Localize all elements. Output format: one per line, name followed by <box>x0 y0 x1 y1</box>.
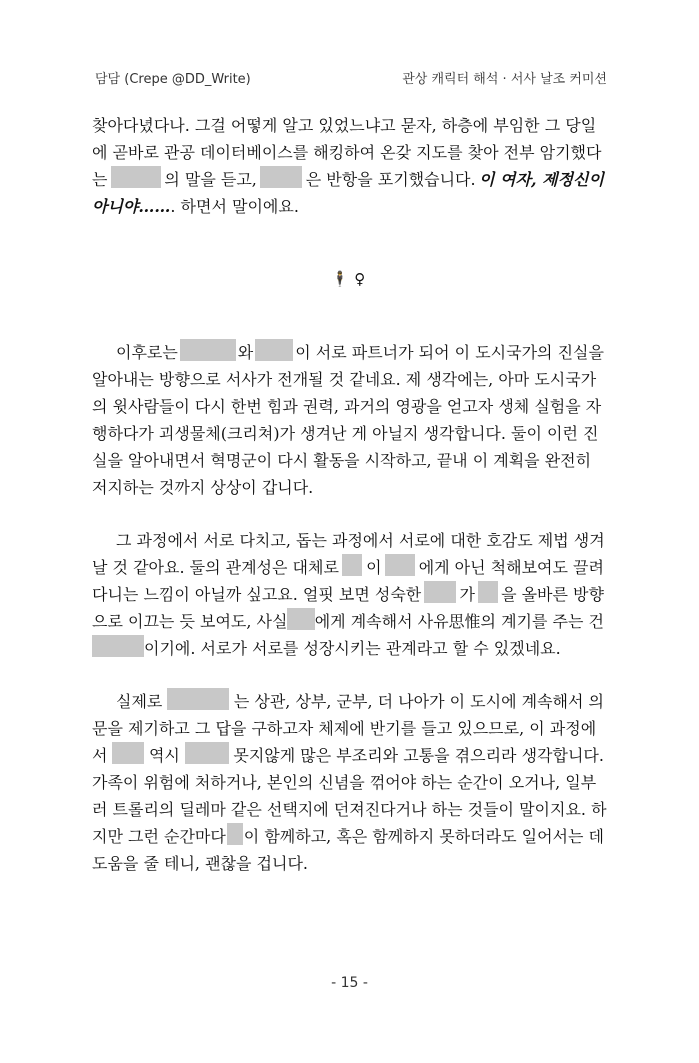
text-line: 저지하는 것까지 상상이 갑니다. <box>92 478 314 497</box>
text-line: 실을 알아내면서 혁명군이 다시 활동을 시작하고, 끝내 이 계획을 완전히 <box>92 451 592 470</box>
text-line: 그 과정에서 서로 다치고, 돕는 과정에서 서로에 대한 호감도 제법 생겨 <box>116 531 605 550</box>
redacted-name <box>255 339 293 361</box>
text-line: 지만 그런 순간마다 이 함께하고, 혹은 함께하지 못하더라도 일어서는 데 <box>92 823 604 850</box>
text-line: 행하다가 괴생물체(크리쳐)가 생겨난 게 아닐지 생각합니다. 둘이 이런 진 <box>92 424 599 443</box>
redacted-name <box>167 688 229 710</box>
text-line: 이후로는 와 이 서로 파트너가 되어 이 도시국가의 진실을 <box>92 339 604 366</box>
redacted-name <box>227 823 243 845</box>
header-author: 담담 (Crepe @DD_Write) <box>95 72 251 87</box>
header-title: 관상 캐릭터 해석 · 서사 날조 커미션 <box>402 72 607 87</box>
redacted-name <box>180 339 236 361</box>
text-line: 는 의 말을 듣고, 은 반항을 포기했습니다. 이 여자, 제정신이 <box>92 166 604 193</box>
document-body <box>92 112 607 877</box>
text-line: 의 윗사람들이 다시 한번 힘과 권력, 과거의 영광을 얻고자 생체 실험을 자 <box>92 397 602 416</box>
redacted-name <box>111 166 161 188</box>
text-line: 알아내는 방향으로 서사가 전개될 것 같네요. 제 생각에는, 아마 도시국가 <box>92 370 597 389</box>
text-line: 찾아다녔다나. 그걸 어떻게 알고 있었느냐고 묻자, 하층에 부임한 그 당일 <box>92 116 597 135</box>
redacted-name <box>385 554 415 576</box>
redacted-name <box>92 635 144 657</box>
text-line: 이기에. 서로가 서로를 성장시키는 관계라고 할 수 있겠네요. <box>92 635 604 662</box>
redacted-name <box>112 742 144 764</box>
text-line: 문을 제기하고 그 답을 구하고자 체제에 반기를 들고 있으므로, 이 과정에 <box>92 719 597 738</box>
text-line: 가족이 위험에 처하거나, 본인의 신념을 꺾어야 하는 순간이 오거나, 일부 <box>92 773 597 792</box>
text-line: 서 역시 못지않게 많은 부조리와 고통을 겪으리라 생각합니다. <box>92 742 604 769</box>
redacted-name <box>342 554 362 576</box>
redacted-name <box>424 581 456 603</box>
text-line: 실제로 는 상관, 상부, 군부, 더 나아가 이 도시에 계속해서 의 <box>92 688 604 715</box>
redacted-name <box>185 742 229 764</box>
text-line: 으로 이끄는 듯 보여도, 사실 에게 계속해서 사유思惟의 계기를 주는 건 <box>92 608 604 635</box>
emphasis-quote: 아니야…… <box>92 197 171 216</box>
redacted-name <box>478 581 498 603</box>
text-line: 다니는 느낌이 아닐까 싶고요. 얼핏 보면 성숙한 가 을 올바른 방향 <box>92 581 604 608</box>
text-line: 날 것 같아요. 둘의 관계성은 대체로 이 에게 아닌 척해보여도 끌려 <box>92 554 604 581</box>
section-separator: 🕴 ♀ <box>330 270 366 288</box>
text-line: 러 트롤리의 딜레마 같은 선택지에 던져진다거나 하는 것들이 말이지요. 하 <box>92 800 607 819</box>
text-line: 에 곧바로 관공 데이터베이스를 해킹하여 온갖 지도를 찾아 전부 암기했다 <box>92 143 602 162</box>
page-number: - 15 - <box>331 975 368 991</box>
emphasis-quote: 이 여자, 제정신이 <box>479 170 604 189</box>
redacted-name <box>287 608 314 630</box>
redacted-name <box>260 166 302 188</box>
text-line: 도움을 줄 테니, 괜찮을 겁니다. <box>92 854 308 873</box>
text-line: 아니야…… . 하면서 말이에요. <box>92 193 604 220</box>
